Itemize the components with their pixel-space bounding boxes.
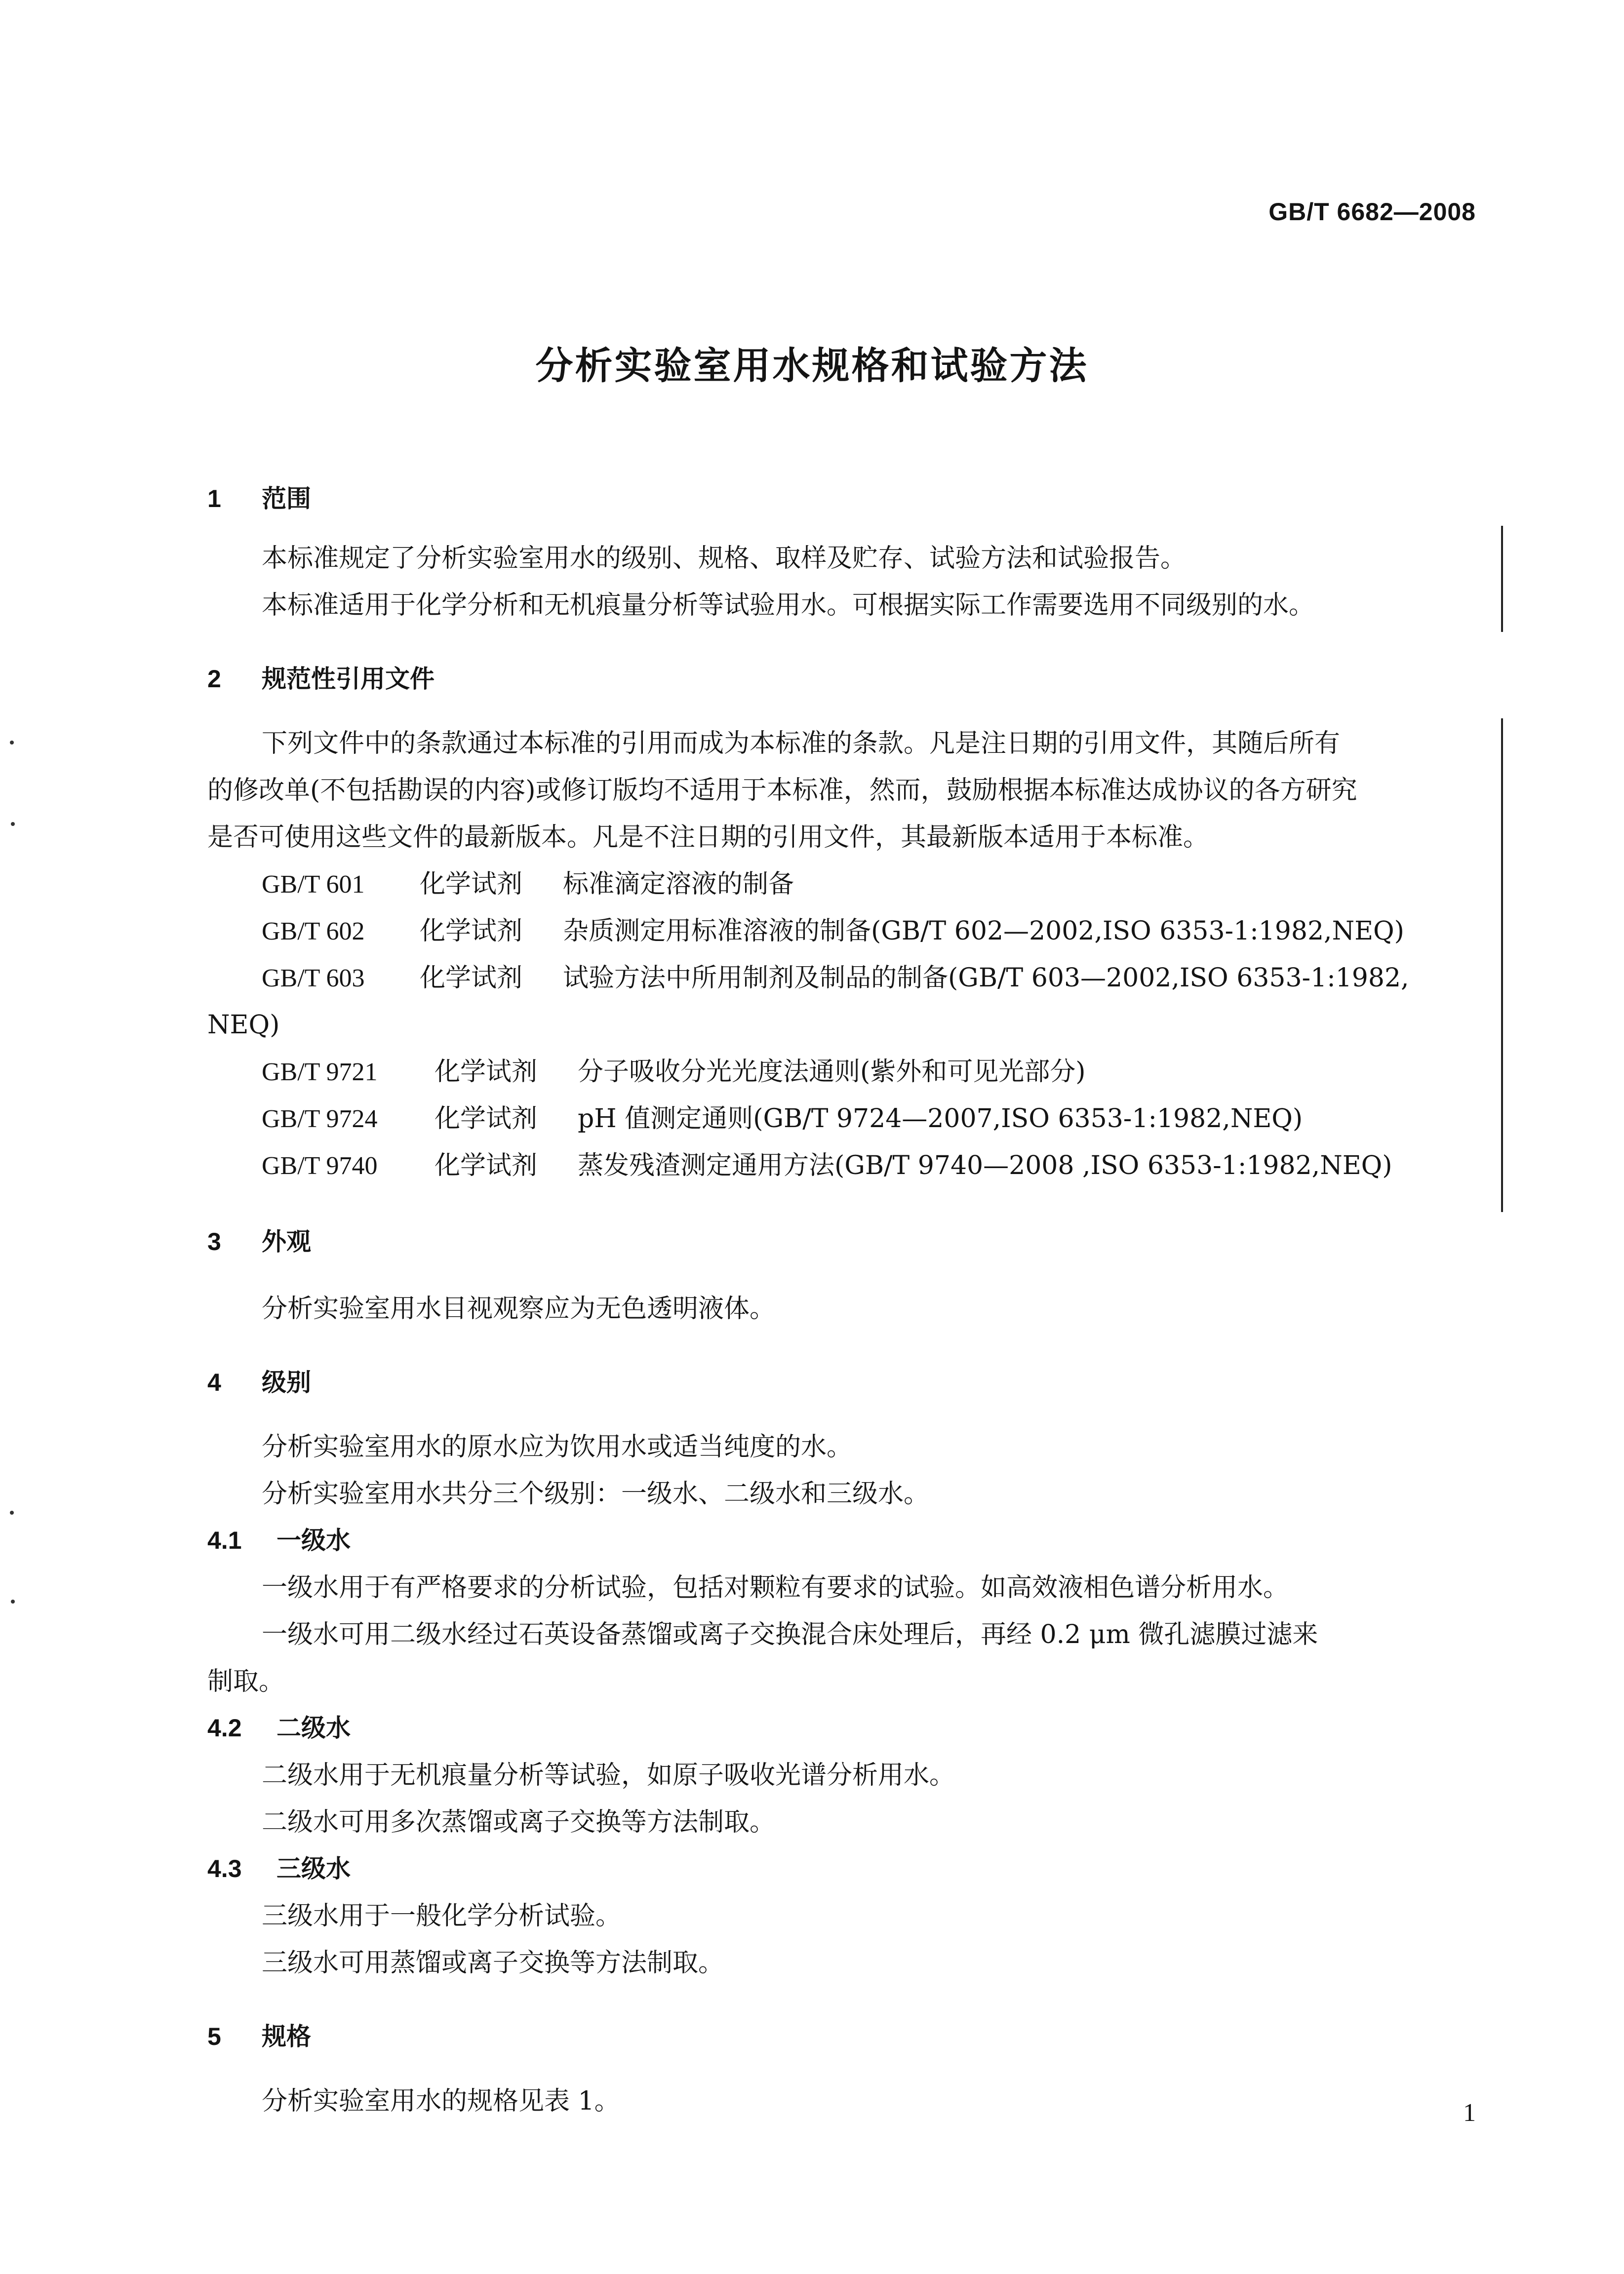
reference-code: GB/T 603 — [262, 964, 365, 992]
reference-code: GB/T 601 — [262, 870, 365, 899]
subsection-number: 4.3 — [207, 1855, 242, 1882]
paragraph: 分析实验室用水的原水应为饮用水或适当纯度的水。 — [262, 1432, 853, 1462]
margin-mark — [10, 1511, 14, 1515]
reference-item — [262, 1106, 1303, 1132]
reference-category: 化学试剂 — [435, 1104, 538, 1134]
reference-continuation: NEQ) — [207, 1010, 280, 1040]
paragraph-line: 二级水用于无机痕量分析等试验，如原子吸收光谱分析用水。 — [262, 1761, 955, 1790]
subsection-4-1-heading — [207, 1528, 351, 1553]
paragraph-line: 一级水用于有严格要求的分析试验，包括对颗粒有要求的试验。如高效液相色谱分析用水。 — [262, 1573, 1289, 1603]
section-title: 规范性引用文件 — [262, 665, 435, 693]
paragraph: 分析实验室用水共分三个级别：一级水、二级水和三级水。 — [262, 1479, 930, 1509]
section-5-heading — [207, 2024, 311, 2049]
reference-item — [262, 871, 794, 898]
paragraph-line: 二级水可用多次蒸馏或离子交换等方法制取。 — [262, 1807, 776, 1837]
revision-change-bar — [1501, 718, 1503, 1212]
section-1-heading — [207, 486, 311, 511]
reference-code: GB/T 9740 — [262, 1152, 378, 1180]
reference-code: GB/T 9724 — [262, 1105, 378, 1133]
paragraph-line: 是否可使用这些文件的最新版本。凡是不注日期的引用文件，其最新版本适用于本标准。 — [207, 823, 1209, 852]
reference-title: 试验方法中所用制剂及制品的制备(GB/T 603—2002,ISO 6353-1:1982, — [563, 963, 1409, 993]
reference-category: 化学试剂 — [420, 963, 523, 993]
subsection-number: 4.2 — [207, 1714, 242, 1742]
reference-code: GB/T 602 — [262, 917, 365, 945]
section-number: 4 — [207, 1369, 221, 1396]
reference-title: 标准滴定溶液的制备 — [563, 869, 794, 899]
reference-code: GB/T 9721 — [262, 1058, 378, 1086]
reference-title: pH 值测定通则(GB/T 9724—2007,ISO 6353-1:1982,NEQ) — [578, 1104, 1303, 1134]
paragraph-line: 的修改单(不包括勘误的内容)或修订版均不适用于本标准，然而，鼓励根据本标准达成协议的各方研究 — [207, 776, 1357, 805]
subsection-title: 三级水 — [277, 1854, 351, 1883]
margin-mark — [11, 1600, 15, 1604]
reference-category: 化学试剂 — [420, 916, 523, 946]
paragraph: 分析实验室用水目视观察应为无色透明液体。 — [262, 1294, 776, 1324]
paragraph: 分析实验室用水的规格见表 1。 — [262, 2086, 620, 2116]
subsection-4-3-heading — [207, 1856, 351, 1881]
subsection-title: 二级水 — [277, 1714, 351, 1742]
section-title: 规格 — [262, 2022, 311, 2051]
section-4-heading — [207, 1370, 311, 1395]
section-number: 2 — [207, 665, 221, 693]
margin-mark — [10, 741, 14, 745]
reference-category: 化学试剂 — [420, 869, 523, 899]
reference-item — [262, 918, 1404, 944]
document-title: 分析实验室用水规格和试验方法 — [535, 344, 1089, 388]
standard-code: GB/T 6682—2008 — [1268, 198, 1476, 226]
reference-item — [262, 1059, 1086, 1085]
paragraph-line: 一级水可用二级水经过石英设备蒸馏或离子交换混合床处理后，再经 0.2 μm 微孔滤膜过滤来 — [262, 1620, 1318, 1649]
page-number: 1 — [1463, 2099, 1476, 2127]
reference-title: 蒸发残渣测定通用方法(GB/T 9740—2008 ,ISO 6353-1:1982,NEQ) — [578, 1151, 1392, 1180]
paragraph-line: 制取。 — [207, 1667, 285, 1696]
section-number: 1 — [207, 485, 221, 512]
paragraph-line: 下列文件中的条款通过本标准的引用而成为本标准的条款。凡是注日期的引用文件，其随后所有 — [262, 729, 1341, 758]
subsection-title: 一级水 — [277, 1526, 351, 1555]
revision-change-bar — [1501, 526, 1503, 632]
paragraph-line: 三级水可用蒸馏或离子交换等方法制取。 — [262, 1948, 724, 1978]
reference-title: 杂质测定用标准溶液的制备(GB/T 602—2002,ISO 6353-1:1982,NEQ) — [563, 916, 1404, 946]
section-3-heading — [207, 1229, 311, 1254]
section-2-heading — [207, 667, 435, 691]
subsection-number: 4.1 — [207, 1527, 242, 1554]
section-title: 级别 — [262, 1368, 311, 1397]
reference-item — [262, 965, 1409, 991]
section-title: 外观 — [262, 1227, 311, 1256]
paragraph: 本标准适用于化学分析和无机痕量分析等试验用水。可根据实际工作需要选用不同级别的水。 — [262, 590, 1315, 620]
reference-category: 化学试剂 — [435, 1057, 538, 1087]
section-title: 范围 — [262, 484, 311, 513]
section-number: 3 — [207, 1228, 221, 1255]
margin-mark — [11, 822, 15, 826]
reference-title: 分子吸收分光光度法通则(紫外和可见光部分) — [578, 1057, 1086, 1087]
section-number: 5 — [207, 2023, 221, 2050]
reference-category: 化学试剂 — [435, 1151, 538, 1180]
subsection-4-2-heading — [207, 1716, 351, 1740]
paragraph-line: 三级水用于一般化学分析试验。 — [262, 1901, 622, 1931]
paragraph: 本标准规定了分析实验室用水的级别、规格、取样及贮存、试验方法和试验报告。 — [262, 544, 1187, 573]
reference-item — [262, 1153, 1392, 1179]
